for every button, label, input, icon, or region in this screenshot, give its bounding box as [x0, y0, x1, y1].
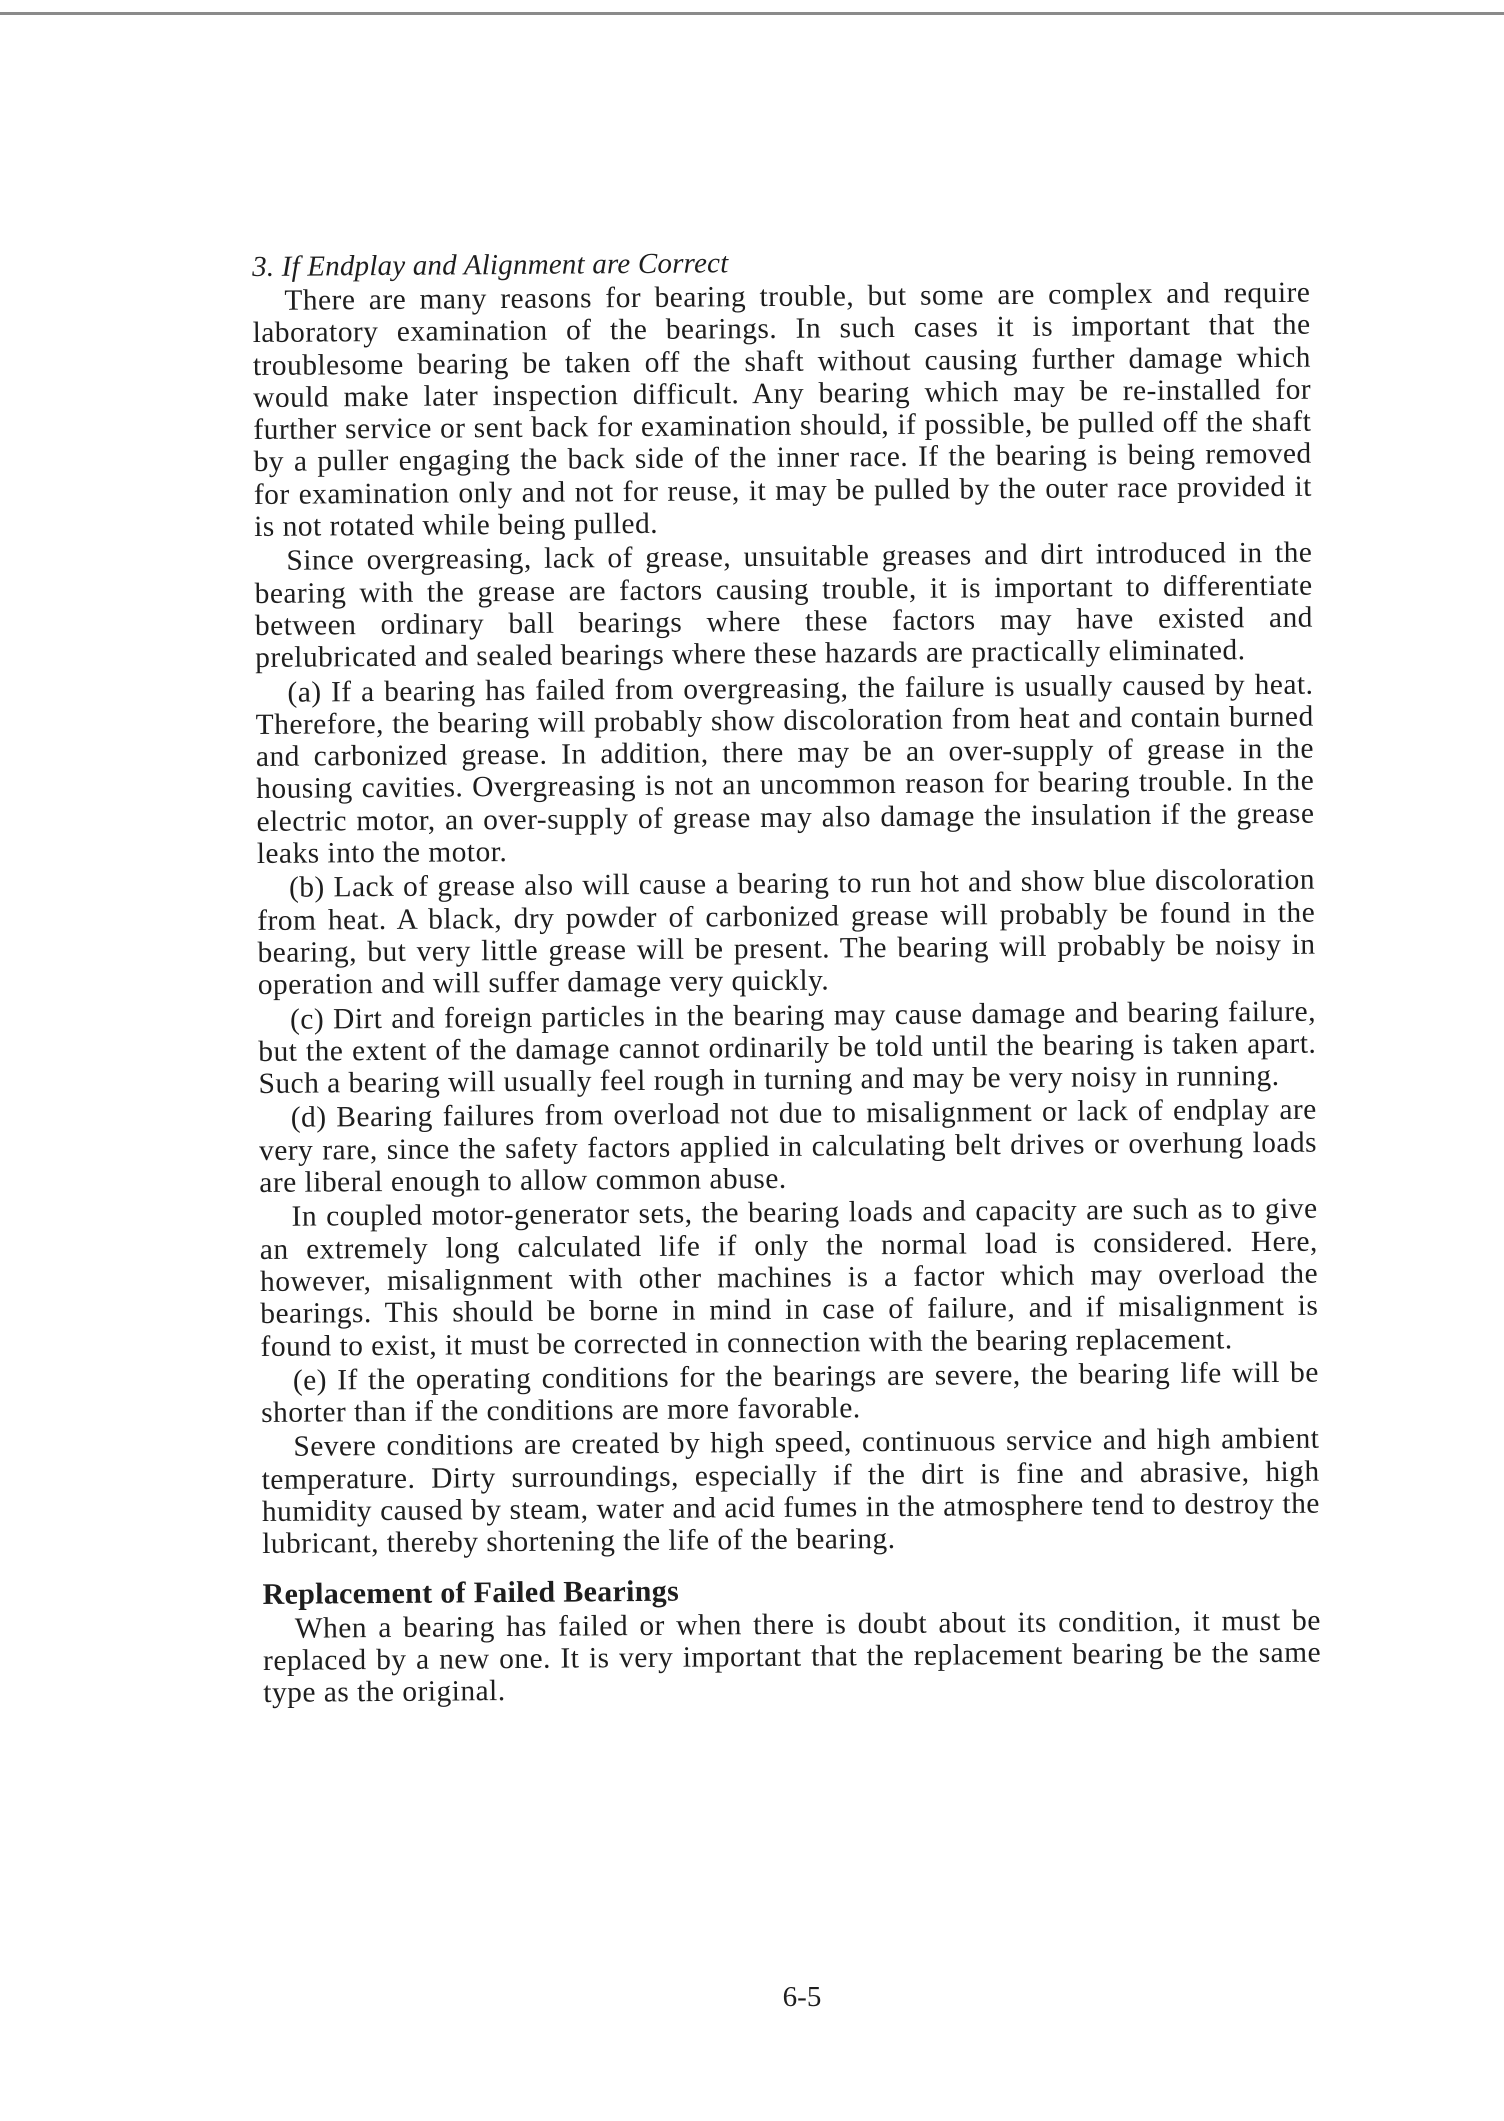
paragraph-item-d-overload: (d) Bearing failures from overload not due to misalignment or lack of endplay are very rare, since the safety factors applied in calculating belt drives or overhung loads are liberal enough to allow common abuse.	[258, 1094, 1318, 1199]
page-number: 6-5	[782, 1981, 822, 2013]
paragraph-overgreasing-factors: Since overgreasing, lack of grease, unsuitable greases and dirt introduced in the bearing with the grease are factors causing trouble, it is important to differentiate between ordinary ball bearings where these factors may have existed and prelubricated and sealed bearings where these hazards are practically eliminated.	[254, 537, 1314, 675]
replacement-heading: Replacement of Failed Bearings	[262, 1574, 680, 1611]
paragraph-item-e-operating-conditions: (e) If the operating conditions for the bearings are severe, the bearing life will be shorter than if the conditions are more favorable.	[261, 1356, 1319, 1430]
paragraph-item-b-lack-of-grease: (b) Lack of grease also will cause a bearing to run hot and show blue discoloration from heat. A black, dry powder of carbonized grease will probably be found in the bearing, but very little grease will be present. The bearing will probably be noisy in operation and will suffer damage very quickly.	[257, 864, 1316, 1002]
section-heading: 3. If Endplay and Alignment are Correct	[252, 247, 729, 283]
paragraph-severe-conditions: Severe conditions are created by high speed, continuous service and high ambient temperature. Dirty surroundings, especially if the dirt is fine and abrasive, high humidity caused by steam, water and acid fumes in the atmosphere tend to destroy the lubricant, thereby shortening the life of the bearing.	[261, 1423, 1321, 1561]
paragraph-item-c-dirt: (c) Dirt and foreign particles in the bearing may cause damage and bearing failure, but the extent of the damage cannot ordinarily be told until the bearing is taken apart. Such a bearing will usually feel rough in turning and may be very noisy in running.	[258, 995, 1317, 1101]
paragraph-replacement: When a bearing has failed or when there is doubt about its condition, it must be replaced by a new one. It is very important that the replacement bearing be the same type as the original.	[262, 1604, 1322, 1710]
paragraph-bearing-trouble-reasons: There are many reasons for bearing trouble, but some are complex and require laboratory examination of the bearings. In such cases it is important that the troublesome bearing be taken off the shaft without causing further damage which would make later inspection difficult. Any bearing which may be re-installed for further service or sent back for examination should, if possible, be pulled off the shaft by a puller engaging the back side of the inner race. If the bearing is being removed for examination only and not for reuse, it may be pulled by the outer race provided it is not rotated while being pulled.	[252, 276, 1313, 544]
top-edge-rule	[0, 12, 1504, 15]
paragraph-motor-generator-sets: In coupled motor-generator sets, the bearing loads and capacity are such as to give an extremely long calculated life if only the normal load is considered. Here, however, misalignment with other machines is a factor which may overload the bearings. This should be borne in mind in case of failure, and if misalignment is found to exist, it must be corrected in connection with the bearing replacement.	[259, 1192, 1319, 1363]
paragraph-item-a-overgreasing: (a) If a bearing has failed from overgreasing, the failure is usually caused by heat. Therefore, the bearing will probably show discoloration from heat and contain burned and carbonized grease. In addition, there may be an over-supply of grease in the housing cavities. Overgreasing is not an uncommon reason for bearing trouble. In the electric motor, an over-supply of grease may also damage the insulation if the grease leaks into the motor.	[255, 668, 1315, 871]
page-body	[252, 242, 1321, 1712]
